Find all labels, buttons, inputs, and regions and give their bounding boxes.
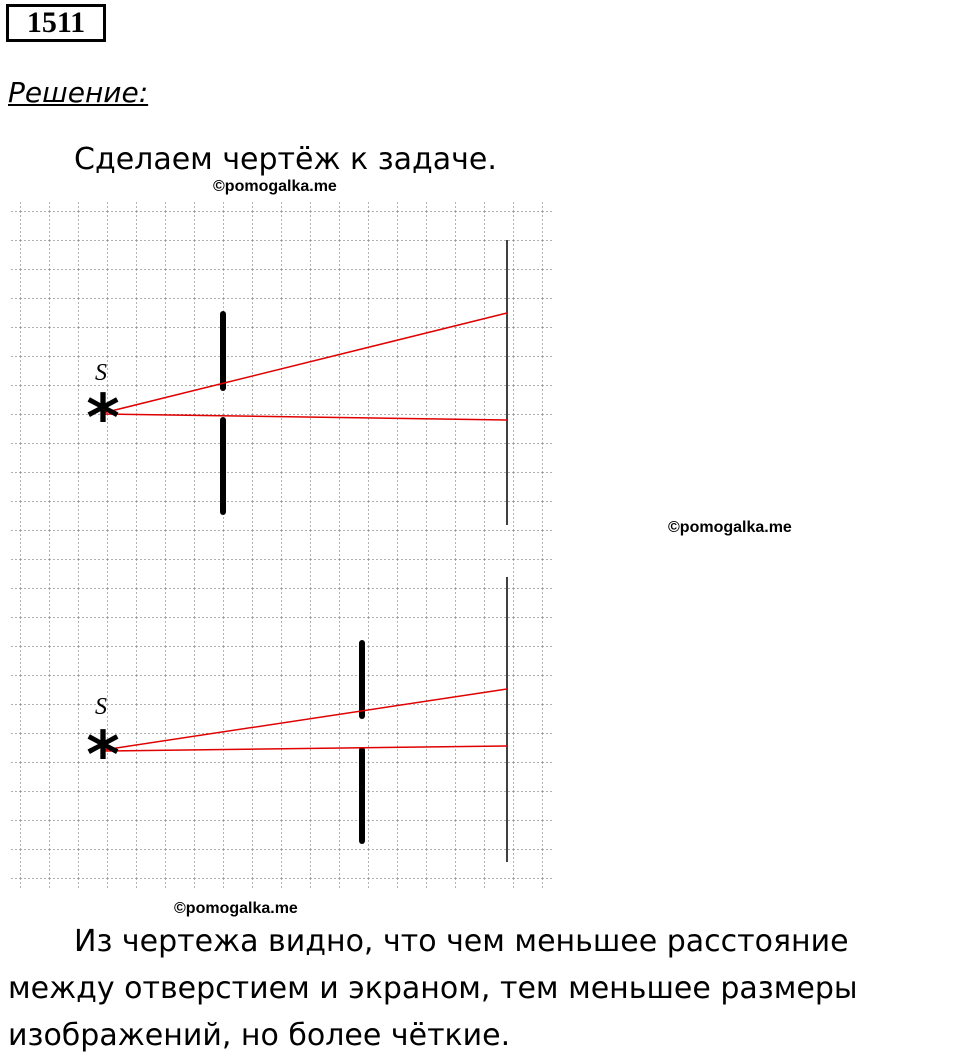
watermark-right: ©pomogalka.me [668,519,792,536]
solution-heading: Решение: [8,76,149,109]
watermark-top: ©pomogalka.me [213,178,337,195]
source-star-lower: * [86,719,120,793]
intro-text: Сделаем чертёж к задаче. [74,142,497,177]
conclusion-text: Из чертежа видно, что чем меньшее расстояние между отверстием и экраном, тем меньшее размеры изображений, но более чёткие. [8,924,858,1053]
source-star-upper: * [86,382,120,456]
source-label-lower: S [95,694,107,720]
source-label-upper: S [95,360,107,386]
problem-number: 1511 [6,4,106,42]
watermark-bottom: ©pomogalka.me [174,900,298,917]
